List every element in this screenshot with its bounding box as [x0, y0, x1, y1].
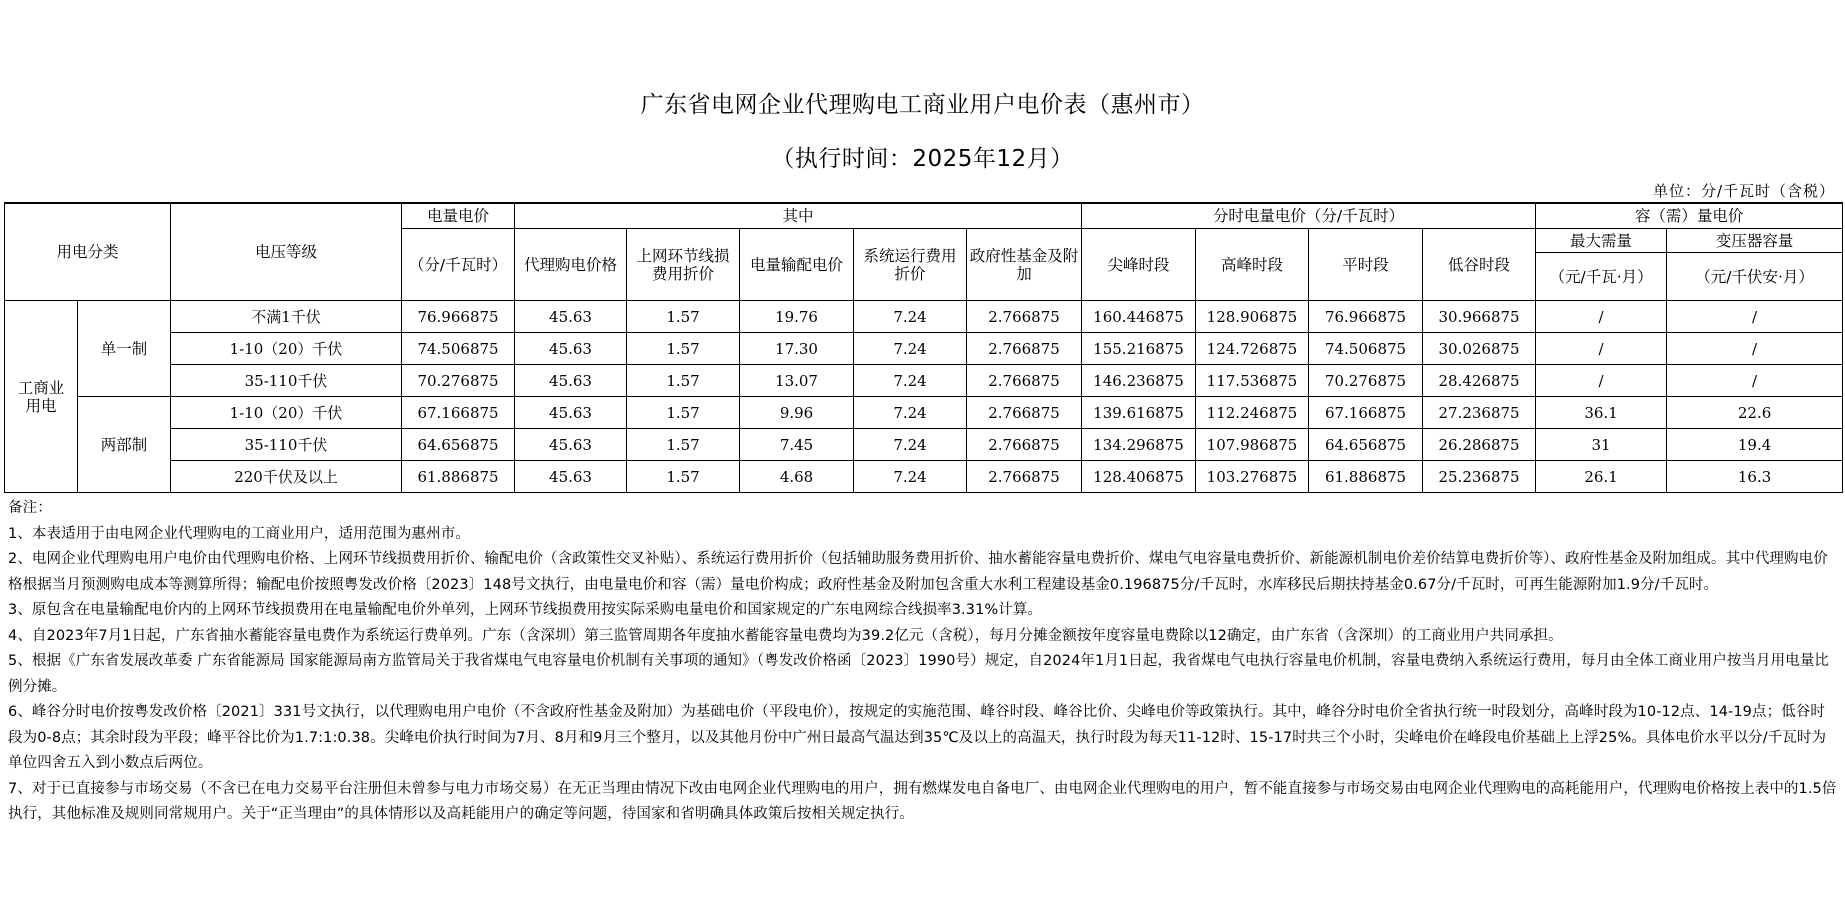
cell-loss: 1.57	[627, 365, 740, 397]
cell-fund: 2.766875	[967, 461, 1082, 493]
note-item: 1、本表适用于由电网企业代理购电的工商业用户，适用范围为惠州市。	[8, 525, 470, 542]
header-voltage: 电压等级	[171, 203, 402, 301]
table-row	[5, 397, 1843, 429]
cell-flat: 74.506875	[1309, 333, 1423, 365]
cell-demand: 36.1	[1536, 397, 1667, 429]
cell-transformer: 19.4	[1667, 429, 1843, 461]
cell-voltage: 不满1千伏	[171, 301, 402, 333]
cell-flat: 64.656875	[1309, 429, 1423, 461]
cell-sharp: 128.406875	[1082, 461, 1196, 493]
cell-valley: 30.026875	[1423, 333, 1536, 365]
subgroup-two-part: 两部制	[78, 397, 171, 493]
cell-trans: 7.45	[740, 429, 854, 461]
table-row	[5, 333, 1843, 365]
table-row	[5, 301, 1843, 333]
cell-loss: 1.57	[627, 397, 740, 429]
cell-flat: 61.886875	[1309, 461, 1423, 493]
subgroup-single: 单一制	[78, 301, 171, 397]
cell-voltage: 1-10（20）千伏	[171, 397, 402, 429]
cell-trans: 4.68	[740, 461, 854, 493]
cell-peak: 103.276875	[1196, 461, 1309, 493]
table-row	[5, 365, 1843, 397]
cell-peak: 128.906875	[1196, 301, 1309, 333]
table-row	[5, 461, 1843, 493]
cell-sharp: 134.296875	[1082, 429, 1196, 461]
cell-proxy: 45.63	[515, 333, 627, 365]
unit-label: 单位：分/千瓦时（含税）	[1652, 182, 1835, 200]
page-title: 广东省电网企业代理购电工商业用户电价表（惠州市）	[640, 92, 1205, 118]
header-transmission: 电量输配电价	[740, 229, 854, 301]
header-category: 用电分类	[5, 203, 171, 301]
notes-title: 备注：	[8, 500, 52, 516]
cell-energy: 74.506875	[402, 333, 515, 365]
cell-fund: 2.766875	[967, 301, 1082, 333]
cell-transformer: /	[1667, 301, 1843, 333]
cell-valley: 30.966875	[1423, 301, 1536, 333]
cell-sys: 7.24	[854, 301, 967, 333]
cell-energy: 61.886875	[402, 461, 515, 493]
header-tou: 分时电量电价（分/千瓦时）	[1082, 203, 1536, 229]
cell-flat: 70.276875	[1309, 365, 1423, 397]
cell-proxy: 45.63	[515, 301, 627, 333]
note-item: 5、根据《广东省发展改革委 广东省能源局 国家能源局南方监管局关于我省煤电气电容量电价机制有关事项的通知》（粤发改价格函〔2023〕1990号）规定，自2024年1月1日起，我省煤电气电执行容量电价机制，容量电费纳入系统运行费用，每月由全体工商业用户按当月用电量比例分摊。	[8, 653, 1830, 695]
cell-sys: 7.24	[854, 333, 967, 365]
cell-valley: 27.236875	[1423, 397, 1536, 429]
cell-loss: 1.57	[627, 301, 740, 333]
header-grid-loss: 上网环节线损费用折价	[627, 229, 740, 301]
cell-voltage: 1-10（20）千伏	[171, 333, 402, 365]
cell-trans: 19.76	[740, 301, 854, 333]
header-max-demand: 最大需量	[1536, 229, 1667, 253]
cell-demand: 26.1	[1536, 461, 1667, 493]
header-transformer: 变压器容量	[1667, 229, 1843, 253]
cell-sharp: 160.446875	[1082, 301, 1196, 333]
cell-proxy: 45.63	[515, 429, 627, 461]
notes-section	[8, 496, 1838, 828]
note-item: 3、原包含在电量输配电价内的上网环节线损费用在电量输配电价外单列，上网环节线损费用按实际采购电量电价和国家规定的广东电网综合线损率3.31%计算。	[8, 602, 1043, 618]
cell-energy: 67.166875	[402, 397, 515, 429]
cell-valley: 25.236875	[1423, 461, 1536, 493]
cell-energy: 64.656875	[402, 429, 515, 461]
note-item: 2、电网企业代理购电用户电价由代理购电价格、上网环节线损费用折价、输配电价（含政策性交叉补贴）、系统运行费用折价（包括辅助服务费用折价、抽水蓄能容量电费折价、煤电气电容量电费折价、新能源机制电价差价结算电费折价等）、政府性基金及附加组成。其中代理购电价格根据当月预测购电成本等测算所得；输配电价按照粤发改价格〔2023〕148号文执行，由电量电价和容（需）量电价构成；政府性基金及附加包含重大水利工程建设基金0.196875分/千瓦时，水库移民后期扶持基金0.67分/千瓦时，可再生能源附加1.9分/千瓦时。	[8, 551, 1828, 593]
cell-proxy: 45.63	[515, 461, 627, 493]
cell-demand: /	[1536, 301, 1667, 333]
header-max-demand-unit: （元/千瓦·月）	[1536, 253, 1667, 301]
cell-transformer: /	[1667, 333, 1843, 365]
header-valley: 低谷时段	[1423, 229, 1536, 301]
table-row	[5, 429, 1843, 461]
cell-transformer: 22.6	[1667, 397, 1843, 429]
cell-fund: 2.766875	[967, 333, 1082, 365]
cell-valley: 28.426875	[1423, 365, 1536, 397]
cell-demand: /	[1536, 333, 1667, 365]
cell-proxy: 45.63	[515, 365, 627, 397]
cell-loss: 1.57	[627, 333, 740, 365]
cell-voltage: 35-110千伏	[171, 365, 402, 397]
header-capacity: 容（需）量电价	[1536, 203, 1843, 229]
cell-trans: 9.96	[740, 397, 854, 429]
header-flat: 平时段	[1309, 229, 1423, 301]
price-table	[4, 202, 1843, 493]
group-label: 工商业用电	[5, 301, 78, 493]
note-item: 7、对于已直接参与市场交易（不含已在电力交易平台注册但未曾参与电力市场交易）在无正当理由情况下改由电网企业代理购电的用户，拥有燃煤发电自备电厂、由电网企业代理购电的用户，暂不能直接参与市场交易由电网企业代理购电的高耗能用户，代理购电价格按上表中的1.5倍执行，其他标准及规则同常规用户。关于“正当理由”的具体情形以及高耗能用户的确定等问题，待国家和省明确具体政策后按相关规定执行。	[8, 780, 1837, 822]
cell-sys: 7.24	[854, 461, 967, 493]
cell-peak: 124.726875	[1196, 333, 1309, 365]
cell-valley: 26.286875	[1423, 429, 1536, 461]
header-proxy-price: 代理购电价格	[515, 229, 627, 301]
cell-sys: 7.24	[854, 397, 967, 429]
header-energy-price-unit: （分/千瓦时）	[402, 229, 515, 301]
cell-trans: 17.30	[740, 333, 854, 365]
cell-fund: 2.766875	[967, 397, 1082, 429]
cell-transformer: 16.3	[1667, 461, 1843, 493]
cell-sharp: 139.616875	[1082, 397, 1196, 429]
header-peak-sharp: 尖峰时段	[1082, 229, 1196, 301]
cell-loss: 1.57	[627, 461, 740, 493]
cell-fund: 2.766875	[967, 365, 1082, 397]
cell-sys: 7.24	[854, 429, 967, 461]
header-peak: 高峰时段	[1196, 229, 1309, 301]
cell-sharp: 146.236875	[1082, 365, 1196, 397]
cell-loss: 1.57	[627, 429, 740, 461]
note-item: 4、自2023年7月1日起，广东省抽水蓄能容量电费作为系统运行费单列。广东（含深圳）第三监管周期各年度抽水蓄能容量电费均为39.2亿元（含税），每月分摊金额按年度容量电费除以12确定，由广东省（含深圳）的工商业用户共同承担。	[8, 627, 1563, 644]
cell-voltage: 220千伏及以上	[171, 461, 402, 493]
cell-peak: 117.536875	[1196, 365, 1309, 397]
cell-flat: 76.966875	[1309, 301, 1423, 333]
header-energy-price: 电量电价	[402, 203, 515, 229]
cell-proxy: 45.63	[515, 397, 627, 429]
header-system-cost: 系统运行费用折价	[854, 229, 967, 301]
cell-transformer: /	[1667, 365, 1843, 397]
cell-fund: 2.766875	[967, 429, 1082, 461]
page-subtitle: （执行时间：2025年12月）	[771, 146, 1074, 172]
cell-demand: 31	[1536, 429, 1667, 461]
cell-flat: 67.166875	[1309, 397, 1423, 429]
header-transformer-unit: （元/千伏安·月）	[1667, 253, 1843, 301]
cell-demand: /	[1536, 365, 1667, 397]
header-among: 其中	[515, 203, 1082, 229]
cell-trans: 13.07	[740, 365, 854, 397]
cell-peak: 107.986875	[1196, 429, 1309, 461]
cell-energy: 70.276875	[402, 365, 515, 397]
header-gov-fund: 政府性基金及附加	[967, 229, 1082, 301]
note-item: 6、峰谷分时电价按粤发改价格〔2021〕331号文执行，以代理购电用户电价（不含政府性基金及附加）为基础电价（平段电价），按规定的实施范围、峰谷时段、峰谷比价、尖峰电价等政策执行。其中，峰谷分时电价全省执行统一时段划分，高峰时段为10-12点、14-19点；低谷时段为0-8点；其余时段为平段；峰平谷比价为1.7:1:0.38。尖峰电价执行时间为7月、8月和9月三个整月，以及其他月份中广州日最高气温达到35℃及以上的高温天，执行时段为每天11-12时、15-17时共三个小时，尖峰电价在峰段电价基础上上浮25%。具体电价水平以分/千瓦时为单位四舍五入到小数点后两位。	[8, 704, 1827, 771]
cell-sys: 7.24	[854, 365, 967, 397]
cell-voltage: 35-110千伏	[171, 429, 402, 461]
cell-sharp: 155.216875	[1082, 333, 1196, 365]
cell-peak: 112.246875	[1196, 397, 1309, 429]
cell-energy: 76.966875	[402, 301, 515, 333]
